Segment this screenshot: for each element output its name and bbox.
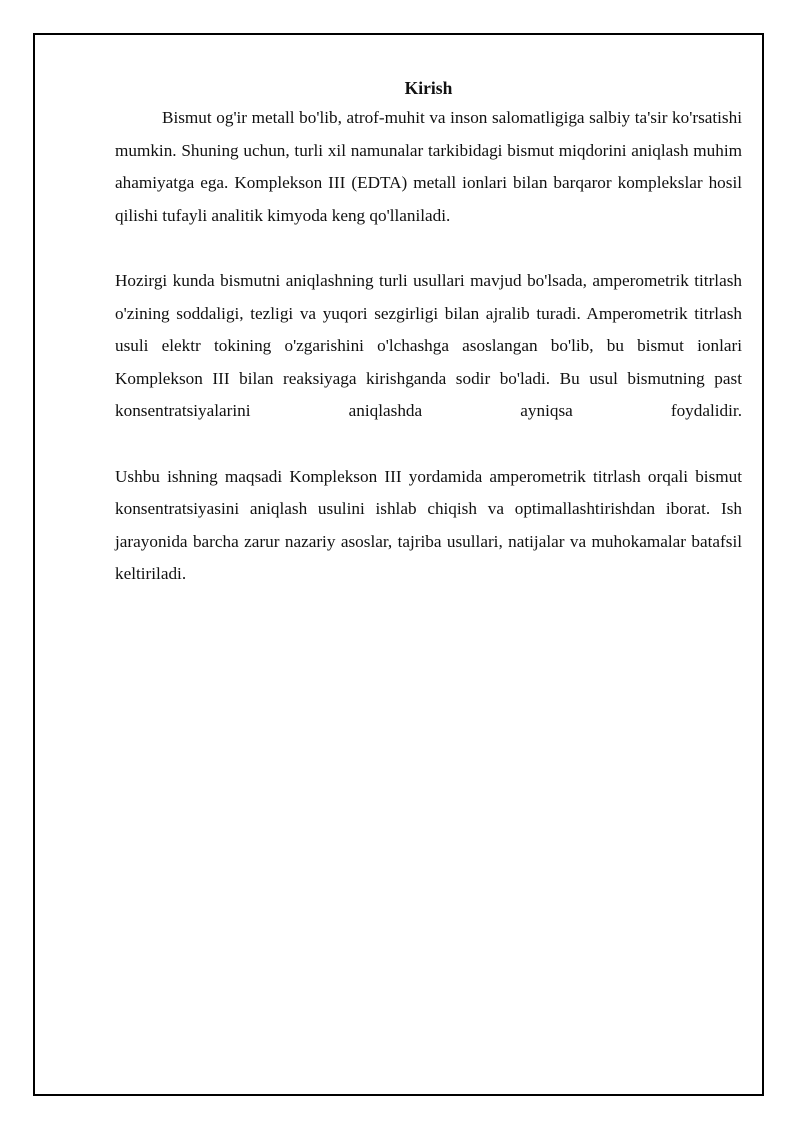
paragraph-spacer — [115, 428, 742, 461]
document-body — [115, 74, 742, 591]
paragraph-aim: Ushbu ishning maqsadi Komplekson III yordamida amperometrik titrlash orqali bismut konsentratsiyasini aniqlash usulini ishlab chiqish va optimallashtirishdan iborat. Ish jarayonida barcha zarur nazariy asoslar, tajriba usullari, natijalar va muhokamalar batafsil keltiriladi. — [115, 466, 742, 584]
paragraph-intro: Bismut og'ir metall bo'lib, atrof-muhit va inson salomatligiga salbiy ta'sir ko'rsatishi mumkin. Shuning uchun, turli xil namunalar tarkibidagi bismut miqdorini aniqlash muhim ahamiyatga ega. Komplekson III (EDTA) metall ionlari bilan barqaror komplekslar hosil qilishi tufayli analitik kimyoda keng qo'llaniladi. — [115, 108, 742, 225]
paragraph-spacer — [115, 232, 742, 265]
page-title: Kirish — [404, 78, 453, 98]
paragraph-methods: Hozirgi kunda bismutni aniqlashning turli usullari mavjud bo'lsada, amperometrik titrlash o'zining soddaligi, tezligi va yuqori sezgirligi bilan ajralib turadi. Amperometrik titrlash usuli elektr tokining o'zgarishini o'lchashga asoslangan bo'lib, bu bismut ionlari Komplekson III bilan reaksiyaga kirishganda sodir bo'ladi. Bu usul bismutning past konsentratsiyalarini aniqlashda ayniqsa foydalidir. — [115, 270, 742, 421]
